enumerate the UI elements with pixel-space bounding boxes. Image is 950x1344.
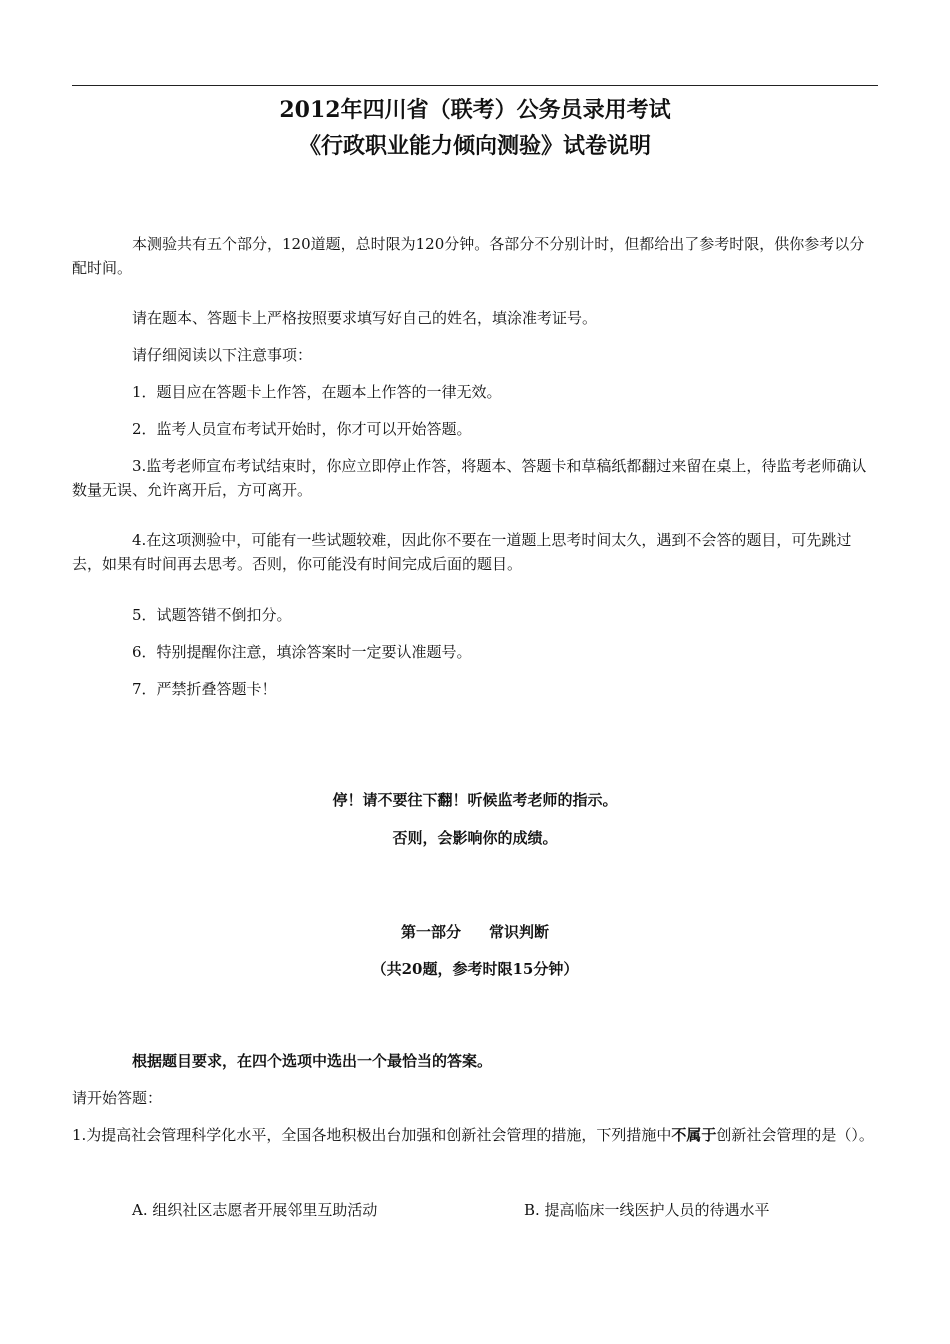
section-heading <box>0 920 950 944</box>
note-item-5: 5．试题答错不倒扣分。 <box>132 606 292 624</box>
question-1-option-b: B. 提高临床一线医护人员的待遇水平 <box>524 1201 770 1219</box>
stop-notice: 停！请不要往下翻！听候监考老师的指示。 <box>332 791 618 809</box>
note-item-3: 3.监考老师宣布考试结束时，你应立即停止作答，将题本、答题卡和草稿纸都翻过来留在桌上，待监考老师确认数量无误、允许离开后，方可离开。 <box>72 457 867 499</box>
question-1-stem <box>72 1123 878 1147</box>
start-prompt: 请开始答题： <box>72 1089 163 1107</box>
header-rule <box>72 85 878 86</box>
question-1-option-a: A. 组织社区志愿者开展邻里互助活动 <box>132 1201 378 1219</box>
intro-paragraph-2: 请在题本、答题卡上严格按照要求填写好自己的姓名，填涂准考证号。 <box>132 309 598 327</box>
note-item-6: 6．特别提醒你注意，填涂答案时一定要认准题号。 <box>132 643 472 661</box>
section-subtitle: （共20题，参考时限15分钟） <box>371 960 579 978</box>
note-item-7: 7．严禁折叠答题卡！ <box>132 680 277 698</box>
section-instruction: 根据题目要求，在四个选项中选出一个最恰当的答案。 <box>132 1052 493 1070</box>
exam-title: 2012年四川省（联考）公务员录用考试 <box>279 97 671 123</box>
question-1-text-before: 1.为提高社会管理科学化水平，全国各地积极出台加强和创新社会管理的措施，下列措施中 <box>72 1126 672 1144</box>
stop-warning: 否则，会影响你的成绩。 <box>392 829 558 847</box>
question-1-text-after: 创新社会管理的是（）。 <box>716 1126 874 1144</box>
question-1-emphasis: 不属于 <box>671 1126 717 1144</box>
section-number: 第一部分 <box>400 923 461 941</box>
note-item-1: 1．题目应在答题卡上作答，在题本上作答的一律无效。 <box>132 383 502 401</box>
section-name: 常识判断 <box>489 923 550 941</box>
note-item-4: 4.在这项测验中，可能有一些试题较难，因此你不要在一道题上思考时间太久，遇到不会答的题目，可先跳过去，如果有时间再去思考。否则，你可能没有时间完成后面的题目。 <box>72 531 852 573</box>
exam-subtitle: 《行政职业能力倾向测验》试卷说明 <box>298 133 651 159</box>
intro-paragraph-1: 本测验共有五个部分，120道题，总时限为120分钟。各部分不分别计时，但都给出了参考时限，供你参考以分配时间。 <box>72 235 865 277</box>
intro-paragraph-3: 请仔细阅读以下注意事项： <box>132 346 313 364</box>
note-item-2: 2．监考人员宣布考试开始时，你才可以开始答题。 <box>132 420 472 438</box>
